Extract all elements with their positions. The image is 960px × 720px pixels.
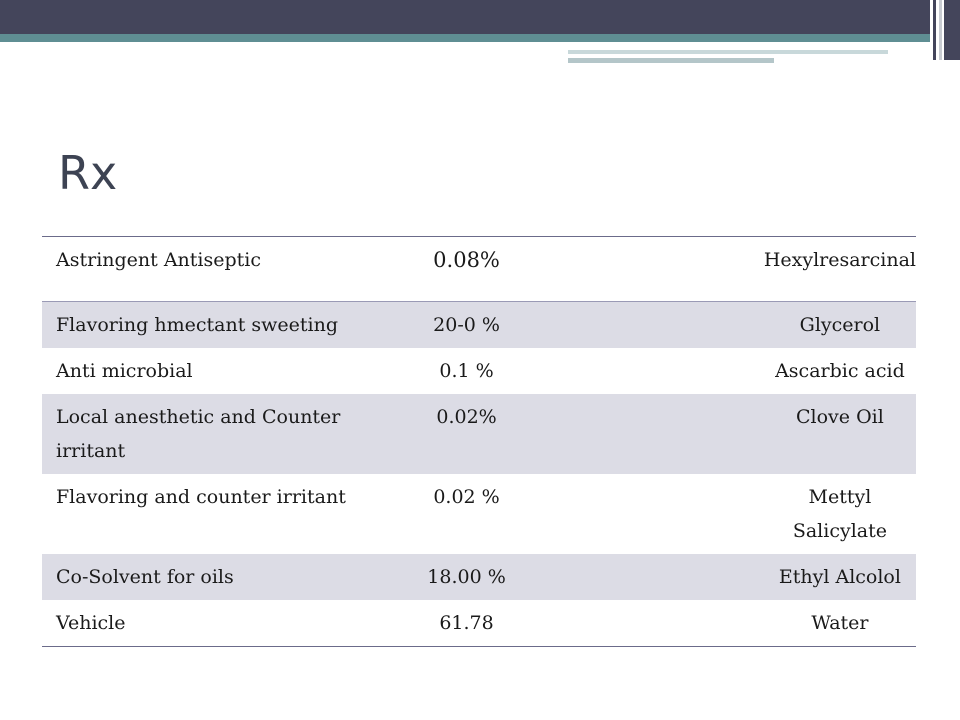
amount-cell: 0.02% bbox=[349, 394, 764, 474]
decorative-bar-short bbox=[568, 58, 774, 63]
table-row bbox=[42, 237, 916, 302]
table-row bbox=[42, 474, 916, 554]
use-cell: Local anesthetic and Counter irritant bbox=[42, 394, 349, 474]
ingredient-cell: Water bbox=[811, 612, 869, 634]
accent-line bbox=[0, 34, 960, 42]
amount-cell: 20-0 % bbox=[349, 302, 764, 349]
amount-cell: 0.02 % bbox=[433, 486, 500, 508]
prescription-table bbox=[42, 236, 916, 647]
corner-stripes bbox=[930, 0, 960, 60]
amount-cell: 18.00 % bbox=[349, 554, 764, 600]
ingredient-cell: Ethyl Alcolol bbox=[764, 554, 916, 600]
use-cell: Flavoring and counter irritant bbox=[56, 486, 346, 508]
use-cell: Vehicle bbox=[56, 612, 126, 634]
slide-title: Rx bbox=[58, 146, 118, 200]
use-cell: Astringent Antiseptic bbox=[56, 249, 262, 271]
use-cell: Flavoring hmectant sweeting bbox=[42, 302, 349, 349]
ingredient-cell: Clove Oil bbox=[764, 394, 916, 474]
use-cell: Anti microbial bbox=[56, 360, 193, 382]
table-row bbox=[42, 554, 916, 600]
use-cell: Co-Solvent for oils bbox=[42, 554, 349, 600]
amount-cell: 0.1 % bbox=[439, 360, 494, 382]
decorative-bar bbox=[568, 50, 888, 54]
ingredient-cell: Hexylresarcinal bbox=[763, 249, 916, 271]
table-row bbox=[42, 394, 916, 474]
amount-cell: 61.78 bbox=[439, 612, 494, 634]
ingredient-cell: Mettyl Salicylate bbox=[792, 486, 887, 542]
ingredient-cell: Ascarbic acid bbox=[775, 360, 905, 382]
table-row bbox=[42, 302, 916, 349]
header-band bbox=[0, 0, 960, 34]
table-row bbox=[42, 600, 916, 647]
table-row bbox=[42, 348, 916, 394]
amount-cell: 0.08% bbox=[433, 248, 500, 272]
ingredient-cell: Glycerol bbox=[764, 302, 916, 349]
